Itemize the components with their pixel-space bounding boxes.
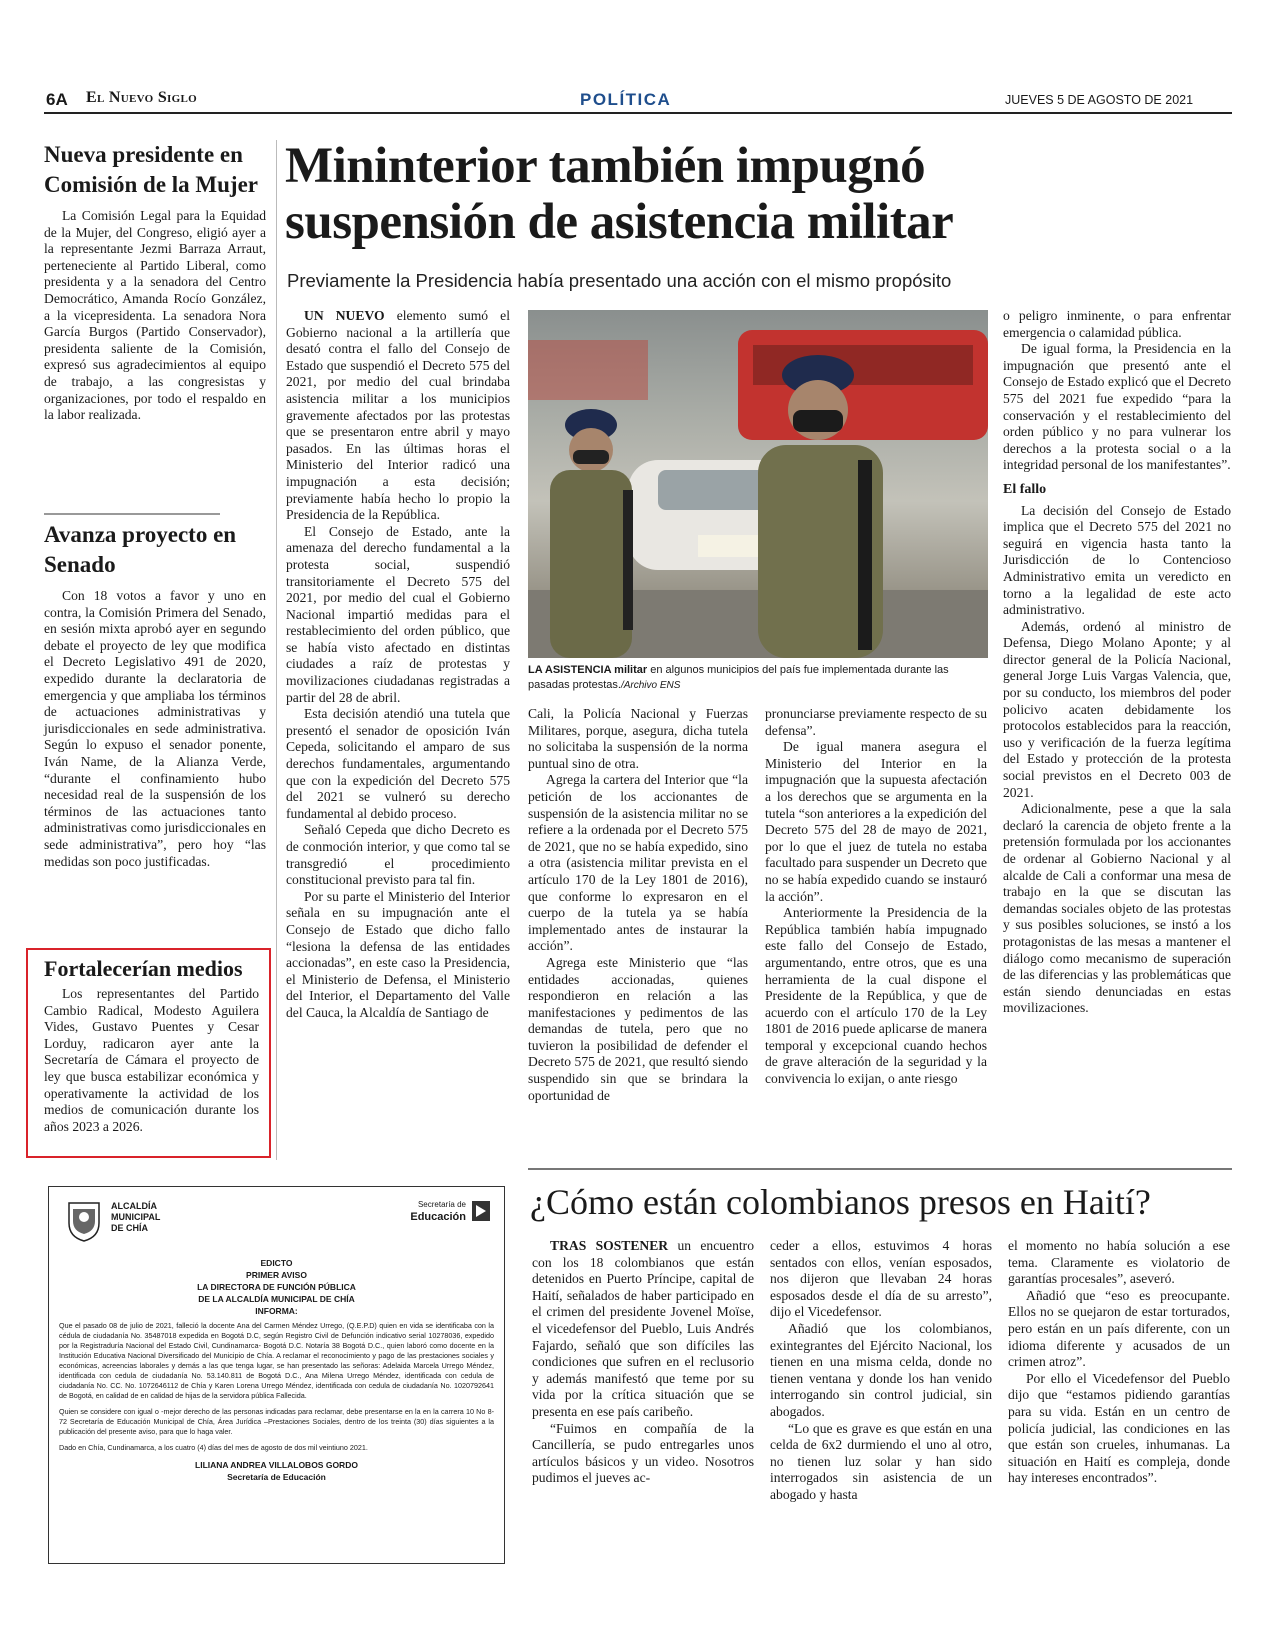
page-number: 6A [46, 90, 68, 109]
notice-issuer: LA DIRECTORA DE FUNCIÓN PÚBLICA [197, 1282, 356, 1292]
masthead-logo: El Nuevo Siglo [86, 89, 197, 106]
notice-title: EDICTO [260, 1258, 293, 1268]
main-deck: Previamente la Presidencia había presentado una acción con el mismo propósito [287, 270, 952, 291]
caption-lead: LA ASISTENCIA militar [528, 664, 648, 676]
header-date: JUEVES 5 DE AGOSTO DE 2021 [1005, 93, 1194, 107]
notice-signature-name: LILIANA ANDREA VILLALOBOS GORDO [195, 1460, 358, 1470]
section-divider [528, 1168, 1232, 1170]
haiti-column-3: el momento no había solución a ese tema. Claramente es violatorio de garantías procesales”, aseveró. Añadió que “eso es preocupante. Ellos no se quejaron de estar torturados, pero están en un país diferente, con un idioma diferente y acusados de un crimen atroz”. Por ello el Vicedefensor del Pueblo dijo que “estamos pidiendo garantías para su vida. Están en un centro de policía judicial, las condiciones en las que están son crueles, inhumanas. La situación en Haití es compleja, donde hay intereses encontrados”. [1008, 1238, 1230, 1486]
brief-title: Fortalecerían medios [44, 956, 243, 981]
brief-body: Los representantes del Partido Cambio Radical, Modesto Aguilera Vides, Gustavo Puentes y Cesar Lorduy, radicaron ayer ante la Secretaría de Cámara el proyecto de ley que busca estabilizar económica y operativamente la actividad de los medios de comunicación durante los años 2023 a 2026. [44, 986, 259, 1134]
photo-caption: LA ASISTENCIA militar en algunos municipios del país fue implementada durante las pasadas protestas./Archivo ENS [528, 664, 949, 691]
haiti-column-2: ceder a ellos, estuvimos 4 horas sentados con ellos, venían esposados, nos dijeron que llevaban 24 horas esposados desde el día de su arresto”, dijo el Vicedefensor. Añadió que los colombianos, exintegrantes del Ejército Nacional, los tienen en una misma celda, donde no tienen ventana y donde los han venido interrogando sin control judicial, sin abogados. “Lo que es grave es que están en una celda de 6x2 durmiendo el uno al otro, no tienen luz solar y han sido interrogados sin asistencia de un abogado y hasta [770, 1238, 992, 1502]
main-headline: Mininterior también impugnó suspensión de asistencia militar [285, 138, 954, 250]
brief-divider [44, 513, 220, 515]
brief-title: Avanza proyecto en Senado [44, 522, 237, 577]
main-column-4: o peligro inminente, o para enfrentar emergencia o calamidad pública. De igual forma, la Presidencia en la impugnación que presentó ante el Consejo de Estado explicó que el Decreto 575 del 2021 fue expedido “para la conservación y el restablecimiento del orden público y no para vulnerar los derechos a la protesta social o a la integridad personal de los manifestantes”. El fallo La decisión del Consejo de Estado implica que el Decreto 575 del 2021 no seguirá en vigencia hasta tanto la Jurisdicción de lo Contencioso Administrativo emita un veredicto en torno a la legalidad de este acto administrativo. Además, ordenó al ministro de Defensa, Diego Molano Aponte; y al director general de la Policía Nacional, general Jorge Luis Vargas Valencia, que, por su conducto, los miembros del poder policivo acaten debidamente los protocolos establecidos para la reacción, uso y verificación de la fuerza legítima del Estado y protección de la protesta social previstos en el Decreto 003 de 2021. Adicionalmente, pese a que la sala declaró la carencia de objeto frente a la pretensión formulada por los accionantes de ordenar al Gobierno Nacional y al alcalde de Cali a conformar una mesa de trabajo en la que se discutan las demandas sociales objeto de las protestas y sus posibles soluciones, se instó a los protagonistas de las mesas a mantener el diálogo como mecanismo de superación de las diferencias y las problemáticas que están siendo denunciadas en estas movilizaciones. [1003, 308, 1231, 1016]
brief-body: Con 18 votos a favor y uno en contra, la Comisión Primera del Senado, en sesión mixta aprobó ayer en segundo debate el proyecto de ley que modifica el Decreto Legislativo 491 de 2020, expedido durante la declaratoria de emergencia y que ampliaba los términos de actuaciones administrativas y jurisdiccionales en sede administrativa. Según lo expuso el senador ponente, Iván Name, de la Alianza Verde, “durante el confinamiento hubo necesidad real de la suspensión de los términos de las actuaciones tanto administrativas como jurisdiccionales en sede administrativa”, pero hoy “las medidas son poco justificadas. [44, 588, 266, 869]
section-label: POLÍTICA [580, 90, 672, 109]
brief-media-box [26, 948, 271, 1158]
notice-dept: Secretaría de Educación [410, 1200, 466, 1223]
notice-paragraph: Dado en Chía, Cundinamarca, a los cuatro (4) días del mes de agosto de dos mil veintiuno 2021. [59, 1443, 368, 1452]
notice-org: ALCALDÍA MUNICIPAL DE CHÍA [111, 1201, 161, 1233]
haiti-column-1: TRAS SOSTENER un encuentro con los 18 colombianos que están detenidos en Puerto Príncipe, capital de Haití, señalados de haber participado en el crimen del presidente Jovenel Moïse, el vicedefensor del Pueblo, Luis Andrés Fajardo, señaló que son difíciles las condiciones que sufren en el reclusorio y además manifestó que teme por su vida por la crítica situación que se presenta en ese país caribeño. “Fuimos en compañía de la Cancillería, se pudo entregarles unos artículos básicos y un video. Nosotros pudimos el jueves ac- [532, 1238, 754, 1486]
header-rule [44, 112, 1232, 114]
notice-informs: INFORMA: [255, 1306, 298, 1316]
brief-body: La Comisión Legal para la Equidad de la Mujer, del Congreso, eligió ayer a la representante Jezmi Barraza Arraut, perteneciente al Partido Liberal, como presidenta y a la senadora del Centro Democrático, Amanda Rocío González, a la vicepresidenta. La senadora Nora García Burgos (Partido Conservador), presidenta saliente de la Comisión, expresó sus agradecimientos al equipo de trabajo, a las congresistas y organizaciones, por todo el respaldo en la labor realizada. [44, 208, 266, 423]
main-column-2: Cali, la Policía Nacional y Fuerzas Militares, porque, asegura, dicha tutela no solicitaba la suspensión de la norma puntual sino de otra. Agrega la cartera del Interior que “la petición de los accionantes de suspensión de la asistencia militar no se refiere a la ordenada por el Decreto 575 de 2021, que no se había expedido, sino a otra (asistencia militar prevista en el artículo 170 de la Ley 1801 de 2016), que conforme lo expresaron en el cuerpo de la tutela ya se había implementado antes de instaurar la acción”. Agrega este Ministerio que “las entidades accionadas, quienes respondieron en relación a las manifestaciones y pedimentos de las demandas de tutela, pero que no tuvieron la posibilidad de defender el Decreto 575 de 2021, que resultó siendo suspendido sin que se brindara la oportunidad de [528, 706, 748, 1103]
public-notice [48, 1186, 505, 1564]
notice-signature-title: Secretaría de Educación [227, 1472, 326, 1482]
notice-paragraph: Quien se considere con igual o -mejor derecho de las personas indicadas para reclamar, debe presentarse en la en la carrera 10 No 8-72 Secretaría de Educación Municipal de Chía, Área Jurídica –Prestaciones Sociales, dentro de los treinta (30) días siguientes a la publicación del presente aviso, para que lo haga valer. [59, 1407, 494, 1436]
brief-senate-project [44, 520, 266, 870]
subhead-el-fallo: El fallo [1003, 481, 1047, 497]
main-column-1: UN NUEVO elemento sumó el Gobierno nacional a la artillería que desató contra el fallo del Consejo de Estado que suspendió el Decreto 575 del 2021, por medio del cual brindaba asistencia militar a los municipios gravemente afectados por las protestas que se presentaron entre abril y mayo pasados. En las últimas horas el Ministerio del Interior radicó una impugnación a esta decisión; previamente había hecho lo propio la Presidencia de la República. El Consejo de Estado, ante la amenaza del derecho fundamental a la protesta social, suspendió transitoriamente el Decreto 575 del 2021, por medio del cual el Gobierno Nacional impartió medidas para el restablecimiento del orden público, que se había visto afectado en distintas ciudades a raíz de protestas y movilizaciones ciudadanas registradas a partir del 28 de abril. Esta decisión atendió una tutela que presentó el senador de oposición Iván Cepeda, solicitando el amparo de sus derechos fundamentales, argumentando que con la expedición del Decreto 575 del 2021 se vulneró su derecho fundamental al debido proceso. Señaló Cepeda que dicho Decreto es de conmoción interior, y que como tal se transgredió el procedimiento constitucional previsto para tal fin. Por su parte el Ministerio del Interior señala en su impugnación ante el Consejo de Estado que dicho fallo “lesiona la defensa de las entidades accionadas”, en este caso la Presidencia, el Ministerio de Defensa, el Ministerio del Interior, el Departamento del Valle del Cauca, la Alcaldía de Santiago de [286, 308, 510, 1020]
notice-subtitle: PRIMER AVISO [246, 1270, 307, 1280]
brief-title: Nueva presidente en Comisión de la Mujer [44, 142, 259, 197]
main-column-3: pronunciarse previamente respecto de su defensa”. De igual manera asegura el Ministerio del Interior en la impugnación que la supuesta afectación a los derechos que se argumenta en la tutela “son anteriores a la expedición del Decreto 575 del 28 de mayo de 2021, por lo que el juez de tutela no estaba facultado para suspender un Decreto que no se había expedido cuando se instauró la acción”. Anteriormente la Presidencia de la República también había impugnado este fallo del Consejo de Estado, argumentando, entre otros, que es una herramienta de la cual dispone el Presidente de la República, y que de acuerdo con el artículo 170 de la Ley 1801 de 2016 puede aplicarse de manera temporal y excepcional cuando hechos de grave alteración de la seguridad y la convivencia lo exijan, o ante riesgo [765, 706, 987, 1087]
photo-credit: /Archivo ENS [620, 680, 681, 691]
soldiers-photo [528, 310, 988, 658]
lead-in: TRAS SOSTENER [550, 1238, 669, 1253]
column-divider [276, 140, 277, 1160]
photo-illustration [528, 310, 988, 658]
notice-paragraph: Que el pasado 08 de julio de 2021, falleció la docente Ana del Carmen Méndez Urrego, (Q.E.P.D) quien en vida se identificaba con la cédula de ciudadanía No. 35487018 expedida en Bogotá D.C, según Registro Civil de Defunción indicativo serial 10278036, expedido por la Registraduría Nacional del Estado Civil, Cundinamarca- Bogotá D.C. Notaría 38 Bogotá D.C., quien laboró como docente en la Institución Educativa Nacional Diversificado del Municipio de Chía. A reclamar el reconocimiento y pago de las prestaciones sociales y económicas, acreencias laborales y demás a las que tenga lugar, se han presentado las señoras: Adelaida Marcela Urrego Méndez, identificada con cedula de ciudadanía No. 53.140.811 de Bogotá D.C., Ana Milena Urrego Méndez, identificada con cedula de ciudadanía No. CC. No. 1072646112 de Chía y Karen Lorena Urrego Méndez, identificada con cedula de ciudadanía No. 1020792641 de Bogotá, en calidad de en calidad de hijas de la servidora pública Fallecida. [59, 1321, 494, 1400]
education-logo-icon [470, 1199, 492, 1223]
chia-coat-of-arms-icon [65, 1199, 103, 1243]
notice-issuer-org: DE LA ALCALDÍA MUNICIPAL DE CHÍA [198, 1294, 355, 1304]
lead-in: UN NUEVO [304, 308, 385, 323]
brief-women-commission [44, 140, 266, 424]
haiti-headline: ¿Cómo están colombianos presos en Haití? [530, 1182, 1151, 1222]
